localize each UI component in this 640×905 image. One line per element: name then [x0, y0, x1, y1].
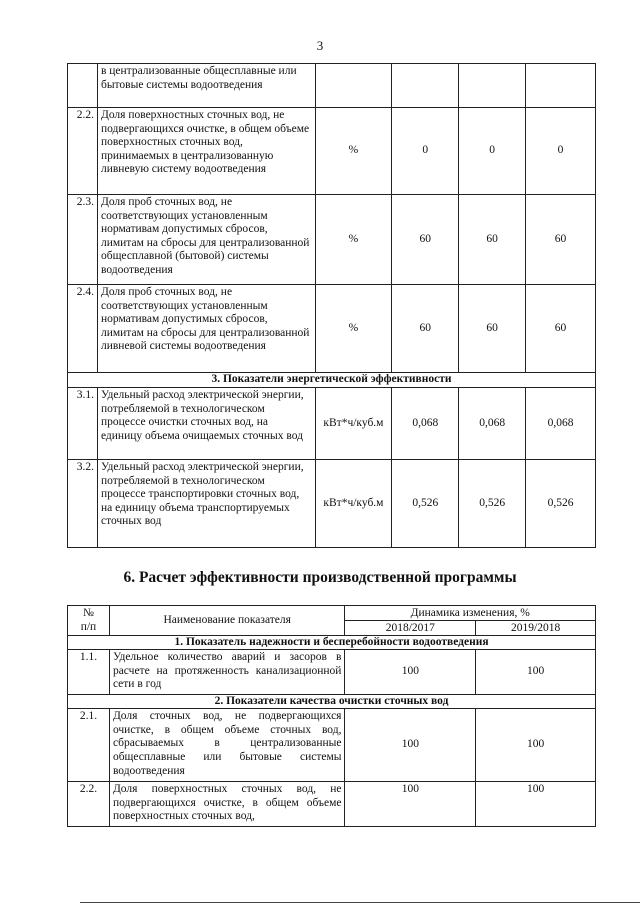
value-cell	[392, 64, 459, 108]
value-cell: 100	[345, 650, 476, 695]
indicator-column-header: Наименование показателя	[109, 606, 345, 636]
value-cell: 100	[476, 709, 596, 782]
value-cell: 0,068	[526, 388, 596, 460]
row-number	[68, 64, 98, 108]
section-heading: 6. Расчет эффективности производственной программы	[123, 569, 517, 586]
table-row	[68, 108, 596, 195]
section-title: 2. Показатели качества очистки сточных вод	[68, 695, 596, 709]
table-row	[68, 460, 596, 548]
value-cell: 0,068	[459, 388, 526, 460]
indicator-name: в централизованные общесплавные или бытовые системы водоотведения	[97, 64, 315, 108]
year-column-header: 2019/2018	[476, 621, 596, 636]
table-row	[68, 285, 596, 373]
value-cell: 0,068	[392, 388, 459, 460]
value-cell	[526, 64, 596, 108]
value-cell: 0,526	[526, 460, 596, 548]
value-cell: 0	[392, 108, 459, 195]
table-row	[68, 195, 596, 285]
value-cell: 0	[459, 108, 526, 195]
value-cell: 100	[476, 782, 596, 827]
unit-cell: %	[315, 195, 392, 285]
value-cell: 60	[459, 285, 526, 373]
section-header-row	[68, 695, 596, 709]
row-number: 2.1.	[68, 709, 110, 782]
indicator-name: Доля проб сточных вод, не соответствующих установленным нормативам допустимых сбросов, лимитам на сбросы для централизованной общесплавной (бытовой) системы водоотведения	[97, 195, 315, 285]
page-number: 3	[316, 38, 324, 53]
unit-cell: кВт*ч/куб.м	[315, 460, 392, 548]
header-row	[68, 606, 596, 621]
unit-cell	[315, 64, 392, 108]
value-cell: 0	[526, 108, 596, 195]
value-cell: 100	[476, 650, 596, 695]
indicator-name: Удельный расход электрической энергии, потребляемой в технологическом процессе транспортировки сточных вод, на единицу объема транспортируемых сточных вод	[97, 460, 315, 548]
indicator-name: Удельное количество аварий и засоров в расчете на протяженность канализационной сети в год	[109, 650, 345, 695]
value-cell: 100	[345, 709, 476, 782]
value-cell: 0,526	[392, 460, 459, 548]
row-number: 1.1.	[68, 650, 110, 695]
section-title: 3. Показатели энергетической эффективности	[68, 373, 596, 388]
indicator-name: Доля сточных вод, не подвергающихся очистке, в общем объеме сточных вод, сбрасываемых в централизованные общесплавные или бытовые системы водоотведения	[109, 709, 345, 782]
efficiency-table	[67, 605, 596, 827]
value-cell	[459, 64, 526, 108]
indicator-name: Доля поверхностных сточных вод, не подвергающихся очистке, в общем объеме поверхностных сточных вод,	[109, 782, 345, 827]
section-header-row	[68, 636, 596, 650]
value-cell: 100	[345, 782, 476, 827]
value-cell: 0,526	[459, 460, 526, 548]
table-row	[68, 782, 596, 827]
value-cell: 60	[392, 285, 459, 373]
value-cell: 60	[392, 195, 459, 285]
row-number: 2.4.	[68, 285, 98, 373]
row-number: 2.3.	[68, 195, 98, 285]
row-number: 3.2.	[68, 460, 98, 548]
dynamics-column-header: Динамика изменения, %	[345, 606, 596, 621]
row-number: 2.2.	[68, 108, 98, 195]
table-row	[68, 64, 596, 108]
indicators-table	[67, 63, 596, 548]
value-cell: 60	[459, 195, 526, 285]
value-cell: 60	[526, 195, 596, 285]
table-row	[68, 650, 596, 695]
section-title: 1. Показатель надежности и бесперебойности водоотведения	[68, 636, 596, 650]
table-row	[68, 709, 596, 782]
unit-cell: кВт*ч/куб.м	[315, 388, 392, 460]
section-header-row	[68, 373, 596, 388]
row-number: 3.1.	[68, 388, 98, 460]
indicator-name: Доля проб сточных вод, не соответствующих установленным нормативам допустимых сбросов, лимитам на сбросы для централизованной ливневой системы водоотведения	[97, 285, 315, 373]
indicator-name: Удельный расход электрической энергии, потребляемой в технологическом процессе очистки сточных вод, на единицу объема очищаемых сточных вод	[97, 388, 315, 460]
row-number: 2.2.	[68, 782, 110, 827]
unit-cell: %	[315, 108, 392, 195]
unit-cell: %	[315, 285, 392, 373]
value-cell: 60	[526, 285, 596, 373]
number-column-header: № п/п	[68, 606, 110, 636]
page-bottom-line	[80, 902, 640, 903]
year-column-header: 2018/2017	[345, 621, 476, 636]
indicator-name: Доля поверхностных сточных вод, не подвергающихся очистке, в общем объеме поверхностных сточных вод, принимаемых в централизованную ливневую систему водоотведения	[97, 108, 315, 195]
table-row	[68, 388, 596, 460]
